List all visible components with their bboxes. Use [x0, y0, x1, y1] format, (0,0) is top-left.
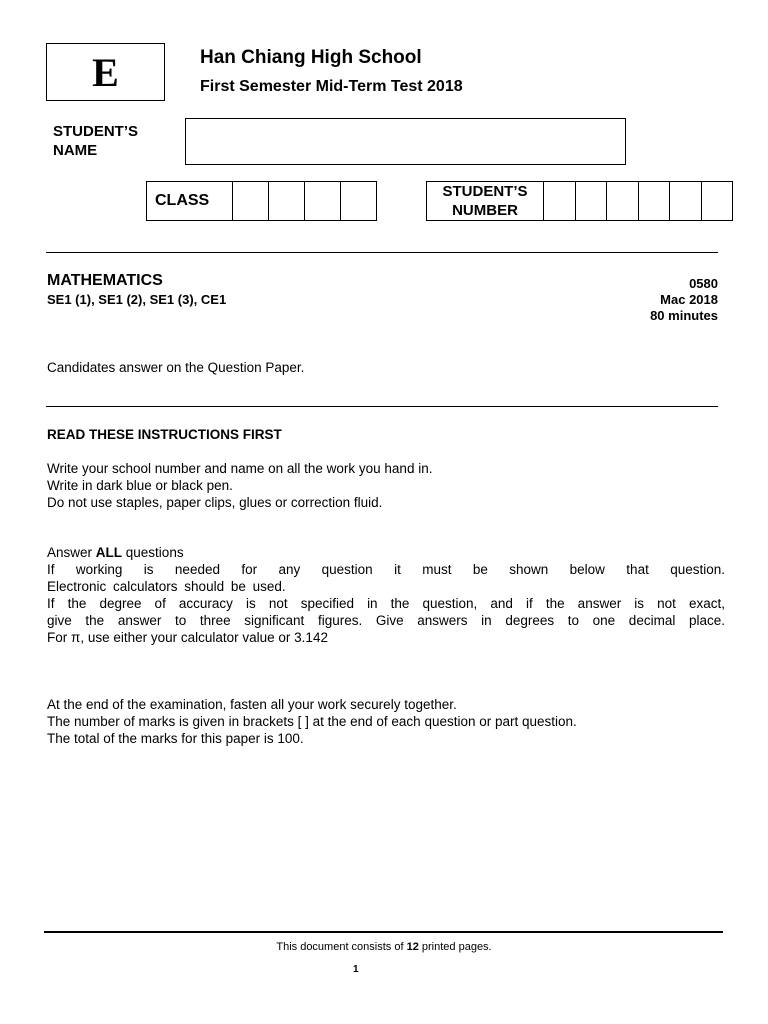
- footer-divider: [44, 931, 723, 933]
- class-cell[interactable]: [268, 182, 304, 220]
- class-cell[interactable]: [340, 182, 376, 220]
- student-number-cell[interactable]: [543, 182, 575, 220]
- candidates-note: Candidates answer on the Question Paper.: [47, 360, 305, 375]
- exam-duration: 80 minutes: [650, 308, 718, 323]
- student-number-cell[interactable]: [606, 182, 638, 220]
- class-cell[interactable]: [232, 182, 268, 220]
- student-number-cell[interactable]: [575, 182, 607, 220]
- divider: [46, 252, 718, 253]
- subject-classes: SE1 (1), SE1 (2), SE1 (3), CE1: [47, 292, 227, 307]
- class-label: CLASS: [155, 192, 210, 209]
- test-name: First Semester Mid-Term Test 2018: [200, 78, 463, 95]
- paper-letter-box: [46, 43, 165, 101]
- instructions-block-1: Write your school number and name on all the work you hand in. Write in dark blue or black pen. Do not use staples, paper clips, glues or correction fluid.: [47, 461, 433, 510]
- student-number-cell[interactable]: [638, 182, 670, 220]
- exam-date: Mac 2018: [660, 292, 718, 307]
- page-number: 1: [353, 964, 359, 975]
- subject-title: MATHEMATICS: [47, 272, 163, 289]
- student-number-cell[interactable]: [669, 182, 701, 220]
- instructions-heading: READ THESE INSTRUCTIONS FIRST: [47, 427, 282, 442]
- student-number-label: STUDENT’S NUMBER: [442, 183, 528, 219]
- instructions-block-3: At the end of the examination, fasten all your work securely together. The number of marks is given in brackets [ ] at the end of each question or part question. The total of the marks for this paper is 100.: [47, 697, 577, 746]
- student-number-box: [426, 181, 733, 221]
- student-name-label: STUDENT’S NAME: [53, 123, 139, 159]
- school-name: Han Chiang High School: [200, 47, 422, 68]
- answer-all-line: Answer ALL questions: [47, 545, 184, 560]
- page-count-note: This document consists of 12 printed pages.: [276, 941, 492, 953]
- instructions-block-2: Answer ALL questions If working is needed for any question it must be shown below that question. Electronic calculators should be used. If the degree of accuracy is not specified in the question, and if the answer is not exact, give the answer to three significant figures. Give answers in degrees to one decimal place. For π, use either your calculator value or 3.142: [47, 545, 725, 645]
- student-name-field[interactable]: [185, 118, 626, 165]
- subject-code: 0580: [689, 276, 718, 291]
- divider: [46, 406, 718, 407]
- class-box: [146, 181, 377, 221]
- paper-letter: E: [92, 49, 119, 95]
- student-number-cell[interactable]: [701, 182, 733, 220]
- class-cell[interactable]: [304, 182, 340, 220]
